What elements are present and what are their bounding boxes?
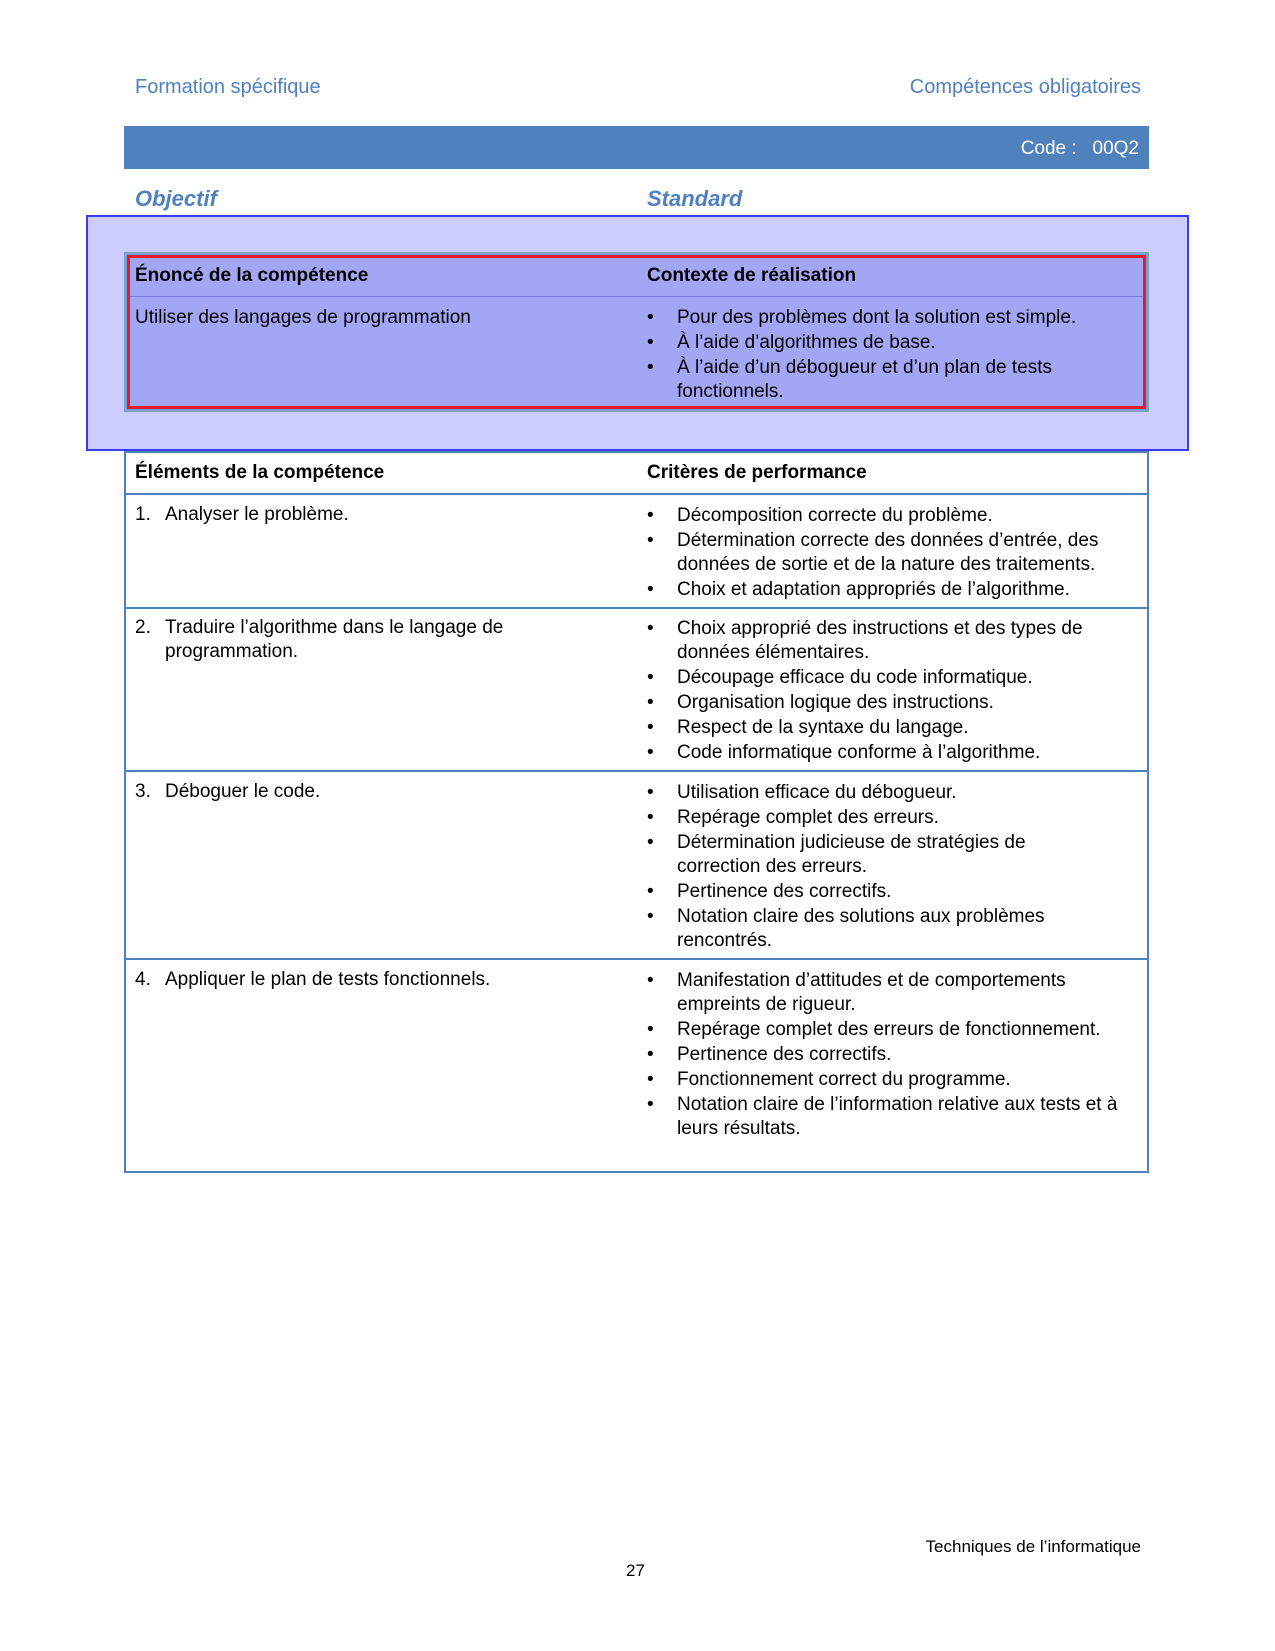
criteria-item: • Manifestation d’attitudes et de comportements empreints de rigueur. — [647, 969, 1119, 1017]
context-item: • Pour des problèmes dont la solution est simple. — [647, 306, 1127, 330]
criteria-list — [647, 617, 1131, 766]
criteria-item: • Fonctionnement correct du programme. — [647, 1068, 1119, 1092]
context-list — [647, 306, 1127, 405]
section-title-standard: Standard — [647, 186, 743, 211]
running-header-right: Compétences obligatoires — [909, 76, 1141, 98]
criteria-list — [647, 504, 1139, 603]
table-divider — [124, 607, 1149, 609]
page-number: 27 — [626, 1561, 645, 1580]
element-number: 2. — [135, 617, 151, 638]
criteria-item: • Détermination judicieuse de stratégies de correction des erreurs. — [647, 831, 1077, 879]
criteria-item: • Notation claire de l’information relative aux tests et à leurs résultats. — [647, 1093, 1119, 1141]
element-text: Déboguer le code. — [165, 781, 321, 802]
criteria-item: • Pertinence des correctifs. — [647, 880, 1077, 904]
competence-statement: Utiliser des langages de programmation — [135, 307, 471, 328]
criteria-item: • Pertinence des correctifs. — [647, 1043, 1119, 1067]
element-text: Traduire l’algorithme dans le langage de programmation. — [165, 617, 504, 662]
footer-program: Techniques de l’informatique — [925, 1537, 1141, 1556]
criteria-item: • Détermination correcte des données d’entrée, des données de sortie et de la nature des traitements. — [647, 529, 1139, 577]
criteria-item: • Décomposition correcte du problème. — [647, 504, 1139, 528]
criteria-list — [647, 781, 1077, 954]
element-text: Analyser le problème. — [165, 504, 349, 525]
criteria-item: • Utilisation efficace du débogueur. — [647, 781, 1077, 805]
criteria-item: • Choix approprié des instructions et des types de données élémentaires. — [647, 617, 1131, 665]
running-header-left: Formation spécifique — [135, 76, 321, 98]
context-item: • À l’aide d’algorithmes de base. — [647, 331, 1127, 355]
criteria-item: • Repérage complet des erreurs. — [647, 806, 1077, 830]
table-divider — [124, 958, 1149, 960]
criteria-item: • Choix et adaptation appropriés de l’algorithme. — [647, 578, 1139, 602]
table-header-criteres: Critères de performance — [647, 462, 867, 483]
competency-code: Code : 00Q2 — [1020, 138, 1139, 159]
element-item — [135, 968, 595, 992]
section-title-objectif: Objectif — [135, 186, 217, 211]
context-table-divider — [130, 296, 1143, 297]
context-header-enonce: Énoncé de la compétence — [135, 265, 369, 286]
element-number: 3. — [135, 781, 151, 802]
context-item: • À l’aide d’un débogueur et d’un plan de tests fonctionnels. — [647, 356, 1127, 404]
element-number: 1. — [135, 504, 151, 525]
code-bar — [124, 126, 1149, 169]
context-header-contexte: Contexte de réalisation — [647, 265, 857, 286]
criteria-item: • Repérage complet des erreurs de fonctionnement. — [647, 1018, 1119, 1042]
element-number: 4. — [135, 969, 151, 990]
criteria-item: • Découpage efficace du code informatique. — [647, 666, 1131, 690]
element-item — [135, 780, 595, 804]
table-divider — [124, 770, 1149, 772]
criteria-item: • Notation claire des solutions aux problèmes rencontrés. — [647, 905, 1077, 953]
element-item — [135, 503, 595, 527]
criteria-item: • Code informatique conforme à l’algorithme. — [647, 741, 1131, 765]
element-item — [135, 616, 595, 664]
table-header-elements: Éléments de la compétence — [135, 462, 385, 483]
table-divider — [124, 493, 1149, 495]
criteria-list — [647, 969, 1119, 1142]
criteria-item: • Organisation logique des instructions. — [647, 691, 1131, 715]
criteria-item: • Respect de la syntaxe du langage. — [647, 716, 1131, 740]
element-text: Appliquer le plan de tests fonctionnels. — [165, 969, 491, 990]
